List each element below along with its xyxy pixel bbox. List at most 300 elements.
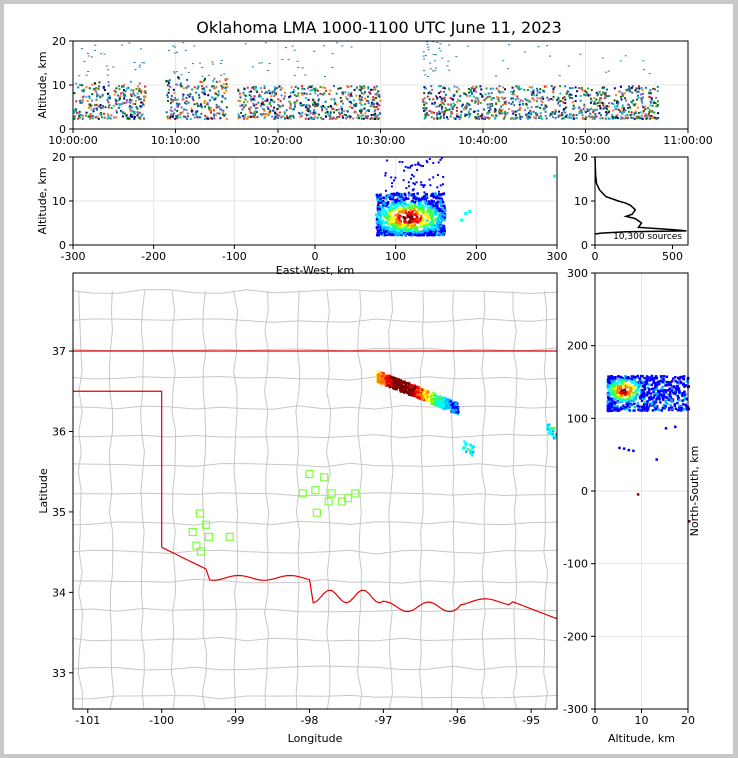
p1-source-mark — [424, 107, 426, 109]
map-density-cell — [442, 406, 445, 409]
p1-source-mark — [576, 114, 578, 116]
p1-source-mark — [96, 109, 98, 111]
p1-source-mark — [544, 107, 546, 109]
p1-source-mark — [450, 116, 452, 118]
p1-source-mark — [262, 98, 264, 100]
p5-density-cell — [661, 381, 664, 384]
p1-source-mark — [559, 85, 561, 87]
p1-source-mark — [317, 117, 319, 119]
county-line — [358, 291, 362, 713]
p1-source-mark — [611, 114, 613, 116]
county-line — [78, 291, 82, 713]
p1-source-mark — [140, 101, 142, 103]
p1-source-mark — [210, 107, 212, 109]
p1-source-mark — [580, 100, 582, 102]
p1-source-mark — [373, 86, 375, 88]
p2-xtick-label: 200 — [465, 250, 487, 263]
p5-density-cell — [648, 388, 651, 391]
p1-source-mark — [519, 104, 521, 106]
p5-density-cell — [678, 391, 681, 394]
p1-source-mark — [355, 95, 357, 97]
p1-source-mark — [435, 106, 437, 108]
p1-source-mark — [170, 102, 172, 104]
p1-source-mark — [371, 114, 373, 116]
p1-source-mark — [655, 117, 657, 119]
map-density-cell — [433, 401, 436, 404]
p2-density-cell — [390, 223, 393, 226]
p1-source-mark — [427, 76, 429, 77]
p1-source-mark — [452, 108, 454, 110]
p5-ytick-label: -200 — [563, 630, 588, 644]
p3-xtick-label: 0 — [591, 250, 599, 263]
p1-source-mark — [204, 118, 206, 120]
p1-source-mark — [336, 93, 338, 95]
p2-density-cell — [443, 230, 446, 233]
p2-density-cell — [438, 228, 441, 231]
p1-source-mark — [170, 107, 172, 109]
p1-source-mark — [192, 63, 194, 64]
p1-source-mark — [320, 86, 322, 88]
p1-source-mark — [447, 104, 449, 106]
county-line — [265, 291, 269, 713]
map-density-cell — [387, 379, 390, 382]
p1-source-mark — [218, 106, 220, 108]
p1-source-mark — [124, 113, 126, 115]
p1-source-mark — [310, 117, 312, 119]
p1-source-mark — [189, 93, 191, 95]
p2-density-cell — [414, 233, 417, 236]
p1-source-mark — [191, 108, 193, 110]
eastwest-altitude-panel — [36, 151, 568, 277]
p1-source-mark — [361, 99, 363, 101]
p2-density-cell — [416, 192, 419, 195]
p1-source-mark — [510, 103, 512, 105]
map-density-cell — [395, 380, 398, 383]
p1-source-mark — [593, 97, 595, 99]
p5-density-cell — [658, 398, 661, 401]
p1-source-mark — [239, 105, 241, 107]
map-density-cell — [471, 447, 474, 450]
p5-density-cell — [664, 405, 667, 408]
p1-source-mark — [377, 90, 379, 92]
p2-xtick-label: 100 — [385, 250, 407, 263]
p1-source-mark — [447, 65, 449, 66]
p1-source-mark — [220, 85, 222, 87]
p1-source-mark — [219, 81, 221, 83]
p1-source-mark — [515, 85, 517, 87]
p5-density-cell — [640, 375, 643, 378]
p1-source-mark — [185, 116, 187, 118]
p2-density-cell — [384, 175, 386, 177]
p1-source-mark — [425, 55, 427, 56]
p2-density-cell — [394, 207, 397, 210]
p1-source-mark — [93, 88, 95, 90]
p1-source-mark — [533, 116, 535, 118]
p1-source-mark — [502, 86, 504, 88]
p1-source-mark — [135, 69, 137, 70]
p1-source-mark — [264, 110, 266, 112]
p1-source-mark — [301, 85, 303, 87]
p1-source-mark — [118, 85, 120, 87]
p1-source-mark — [338, 112, 340, 114]
p1-source-mark — [364, 98, 366, 100]
p2-density-cell — [393, 224, 396, 227]
p2-density-cell — [417, 162, 419, 164]
p2-xtick-label: -100 — [221, 250, 247, 263]
p1-source-mark — [479, 85, 481, 87]
p5-density-cell — [640, 409, 643, 412]
p1-source-mark — [174, 109, 176, 111]
p1-source-mark — [167, 96, 169, 98]
p1-source-mark — [187, 115, 189, 117]
p1-source-mark — [130, 81, 132, 83]
p1-source-mark — [489, 96, 491, 98]
p1-source-mark — [88, 107, 90, 109]
p1-source-mark — [256, 111, 258, 113]
p1-source-mark — [274, 112, 276, 114]
p1-source-mark — [83, 61, 85, 62]
p5-ytick-label: -300 — [563, 703, 588, 716]
p1-source-mark — [526, 104, 528, 106]
p1-source-mark — [634, 89, 636, 91]
p1-source-mark — [342, 103, 344, 105]
map-density-cell — [409, 391, 412, 394]
p1-source-mark — [598, 112, 600, 114]
p5-density-cell — [620, 394, 623, 397]
p1-source-mark — [352, 118, 354, 120]
p2-density-cell — [408, 192, 410, 194]
p1-source-mark — [224, 113, 226, 115]
p2-density-cell — [377, 207, 380, 210]
p5-density-cell — [628, 390, 631, 393]
p1-source-mark — [501, 97, 503, 99]
p5-density-cell — [632, 386, 635, 389]
p1-source-mark — [570, 113, 572, 115]
p1-source-mark — [567, 91, 569, 93]
p1-source-mark — [329, 115, 331, 117]
p1-source-mark — [332, 53, 334, 54]
p1-source-mark — [641, 101, 643, 103]
p1-source-mark — [613, 103, 615, 105]
p1-source-mark — [630, 101, 632, 103]
p1-source-mark — [136, 106, 138, 108]
p1-source-mark — [91, 56, 93, 57]
p1-source-mark — [75, 100, 77, 102]
p1-source-mark — [183, 108, 185, 110]
p1-source-mark — [576, 90, 578, 92]
p1-source-mark — [109, 97, 111, 99]
p1-source-mark — [254, 95, 256, 97]
p1-source-mark — [89, 104, 91, 106]
p1-source-mark — [264, 85, 266, 87]
p1-source-mark — [439, 104, 441, 106]
p1-source-mark — [193, 46, 195, 47]
map-density-cell — [412, 390, 415, 393]
p1-source-mark — [498, 110, 500, 112]
p1-source-mark — [520, 118, 522, 120]
p1-source-mark — [379, 100, 381, 102]
p1-source-mark — [208, 106, 210, 108]
p1-source-mark — [642, 60, 644, 61]
p1-source-mark — [309, 106, 311, 108]
p2-density-cell — [385, 230, 388, 233]
map-density-cell — [377, 374, 380, 377]
p1-source-mark — [438, 48, 440, 49]
p1-source-mark — [582, 118, 584, 120]
p2-density-cell — [376, 218, 379, 221]
p2-density-cell — [390, 209, 393, 212]
p1-source-mark — [333, 98, 335, 100]
map-density-cell — [548, 432, 551, 435]
p2-density-cell — [420, 184, 422, 186]
p1-source-mark — [243, 118, 245, 120]
p1-source-mark — [580, 95, 582, 97]
p1-source-mark — [143, 118, 145, 120]
p1-source-mark — [123, 98, 125, 100]
p1-source-mark — [108, 107, 110, 109]
p5-density-cell — [613, 398, 616, 401]
p1-source-mark — [536, 88, 538, 90]
p1-source-mark — [373, 105, 375, 107]
p1-source-mark — [573, 118, 575, 120]
p1-source-mark — [599, 102, 601, 104]
p1-source-mark — [226, 106, 228, 108]
map-density-cell — [453, 410, 456, 413]
lma-station-marker — [197, 510, 204, 517]
p1-source-mark — [212, 80, 214, 82]
p1-source-mark — [347, 111, 349, 113]
p5-density-cell — [640, 406, 643, 409]
p5-density-cell — [613, 380, 616, 383]
p1-source-mark — [177, 77, 179, 79]
p1-source-mark — [144, 86, 146, 88]
p2-density-cell — [424, 200, 427, 203]
p1-source-mark — [570, 117, 572, 119]
p1-source-mark — [293, 108, 295, 110]
p1-source-mark — [466, 114, 468, 116]
p1-source-mark — [605, 111, 607, 113]
p1-source-mark — [179, 103, 181, 105]
p1-source-mark — [130, 115, 132, 117]
p1-source-mark — [567, 117, 569, 119]
p4-ytick-label: 34 — [52, 586, 66, 600]
map-density-cell — [422, 398, 425, 401]
p1-source-mark — [602, 57, 604, 58]
map-density-cell — [406, 387, 409, 390]
map-density-cell — [547, 428, 550, 431]
p1-source-mark — [450, 105, 452, 107]
p1-source-mark — [552, 116, 554, 118]
p2-density-cell — [408, 221, 411, 224]
p1-source-mark — [106, 66, 108, 67]
p1-source-mark — [432, 71, 434, 72]
p2-density-cell — [440, 225, 443, 228]
p1-source-mark — [118, 107, 120, 109]
p1-source-mark — [341, 100, 343, 102]
p1-source-mark — [130, 110, 132, 112]
county-line — [66, 463, 557, 467]
p1-source-mark — [606, 113, 608, 115]
p1-source-mark — [211, 86, 213, 88]
p1-source-mark — [194, 103, 196, 105]
p5-density-cell — [671, 380, 674, 383]
p5-density-cell — [669, 388, 672, 391]
p1-source-mark — [423, 104, 425, 106]
p1-source-mark — [138, 90, 140, 92]
map-density-cell — [415, 391, 418, 394]
p1-source-mark — [459, 95, 461, 97]
p5-density-cell — [670, 399, 673, 402]
p1-source-mark — [625, 115, 627, 117]
p1-source-mark — [89, 87, 91, 89]
p1-source-mark — [132, 93, 134, 95]
p1-source-mark — [195, 111, 197, 113]
p1-source-mark — [599, 105, 601, 107]
map-density-cell — [392, 387, 395, 390]
p1-source-mark — [563, 102, 565, 104]
p1-source-mark — [559, 100, 561, 102]
p5-density-cell — [644, 401, 647, 404]
p5-density-cell — [607, 401, 610, 404]
p1-source-mark — [618, 91, 620, 93]
p1-source-mark — [327, 113, 329, 115]
p1-source-mark — [216, 107, 218, 109]
p1-source-mark — [475, 91, 477, 93]
p1-source-mark — [645, 87, 647, 89]
p1-source-mark — [345, 91, 347, 93]
p1-source-mark — [498, 97, 500, 99]
p2-density-cell — [396, 205, 399, 208]
p1-source-mark — [437, 118, 439, 120]
p1-source-mark — [143, 99, 145, 101]
p2-density-cell — [414, 224, 417, 227]
p1-source-mark — [552, 111, 554, 113]
p1-source-mark — [290, 115, 292, 117]
p1-source-mark — [83, 89, 85, 91]
map-density-cell — [399, 384, 402, 387]
p1-source-mark — [504, 115, 506, 117]
p2-density-cell — [442, 225, 445, 228]
p1-source-mark — [424, 113, 426, 115]
p1-source-mark — [522, 100, 524, 102]
p2-density-cell — [408, 216, 411, 219]
map-density-cell — [472, 451, 475, 454]
p2-density-cell — [390, 176, 392, 178]
p2-density-cell — [388, 233, 391, 236]
p1-source-mark — [75, 83, 77, 85]
p2-density-cell — [431, 234, 434, 237]
p1-source-mark — [196, 116, 198, 118]
p1-source-mark — [121, 45, 123, 46]
p2-density-cell — [412, 182, 414, 184]
p5-ytick-label: 200 — [567, 339, 588, 353]
p1-source-mark — [555, 109, 557, 111]
p1-xtick-label: 11:00:00 — [663, 134, 713, 147]
p1-source-mark — [538, 46, 540, 47]
map-density-cell — [548, 423, 551, 426]
p1-source-mark — [450, 97, 452, 99]
p2-density-cell — [464, 212, 467, 215]
p1-source-mark — [211, 96, 213, 98]
p2-density-cell — [424, 232, 427, 235]
p1-source-mark — [94, 104, 96, 106]
p1-source-mark — [206, 116, 208, 118]
p1-source-mark — [453, 103, 455, 105]
p2-density-cell — [379, 214, 382, 217]
p1-source-mark — [559, 105, 561, 107]
p1-source-mark — [515, 98, 517, 100]
p1-source-mark — [617, 117, 619, 119]
p1-source-mark — [539, 92, 541, 94]
p2-density-cell — [392, 228, 395, 231]
p1-source-mark — [330, 98, 332, 100]
p1-source-mark — [555, 117, 557, 119]
p1-source-mark — [644, 106, 646, 108]
p1-source-mark — [640, 111, 642, 113]
p1-source-mark — [346, 98, 348, 100]
p1-source-mark — [503, 98, 505, 100]
p1-source-mark — [79, 117, 81, 119]
p1-source-mark — [460, 114, 462, 116]
p1-source-mark — [320, 106, 322, 108]
p1-source-mark — [620, 96, 622, 98]
p1-source-mark — [344, 114, 346, 116]
p1-source-mark — [473, 111, 475, 113]
p2-density-cell — [383, 215, 386, 218]
p1-source-mark — [518, 113, 520, 115]
p2-density-cell — [416, 229, 419, 232]
p1-source-mark — [444, 87, 446, 89]
p1-source-mark — [330, 113, 332, 115]
p5-density-cell — [655, 375, 658, 378]
map-density-cell — [452, 403, 455, 406]
p1-source-mark — [376, 86, 378, 88]
p1-source-mark — [310, 90, 312, 92]
p2-density-cell — [419, 231, 422, 234]
p1-source-mark — [186, 97, 188, 99]
p1-source-mark — [271, 91, 273, 93]
lma-station-marker — [321, 474, 328, 481]
p2-density-cell — [409, 228, 412, 231]
p1-source-mark — [130, 114, 132, 116]
p1-source-mark — [475, 86, 477, 88]
p1-source-mark — [96, 95, 98, 97]
p1-source-mark — [471, 100, 473, 102]
county-line — [233, 291, 237, 713]
p1-source-mark — [533, 94, 535, 96]
p1-source-mark — [436, 42, 438, 43]
p1-source-mark — [261, 91, 263, 93]
p1-source-mark — [324, 76, 326, 77]
p1-source-mark — [542, 101, 544, 103]
p2-density-cell — [413, 175, 415, 177]
map-density-cell — [416, 396, 419, 399]
p1-source-mark — [261, 103, 263, 105]
p5-density-cell — [678, 399, 681, 402]
p1-source-mark — [221, 60, 223, 61]
p1-source-mark — [512, 91, 514, 93]
p1-source-mark — [260, 87, 262, 89]
p2-density-cell — [416, 169, 418, 171]
p1-source-mark — [608, 71, 610, 72]
county-line — [420, 291, 424, 713]
p2-density-cell — [422, 165, 424, 167]
p5-density-cell — [677, 409, 680, 412]
p1-source-mark — [564, 85, 566, 87]
p1-source-mark — [448, 88, 450, 90]
p1-source-mark — [113, 105, 115, 107]
p5-density-cell — [646, 394, 649, 397]
